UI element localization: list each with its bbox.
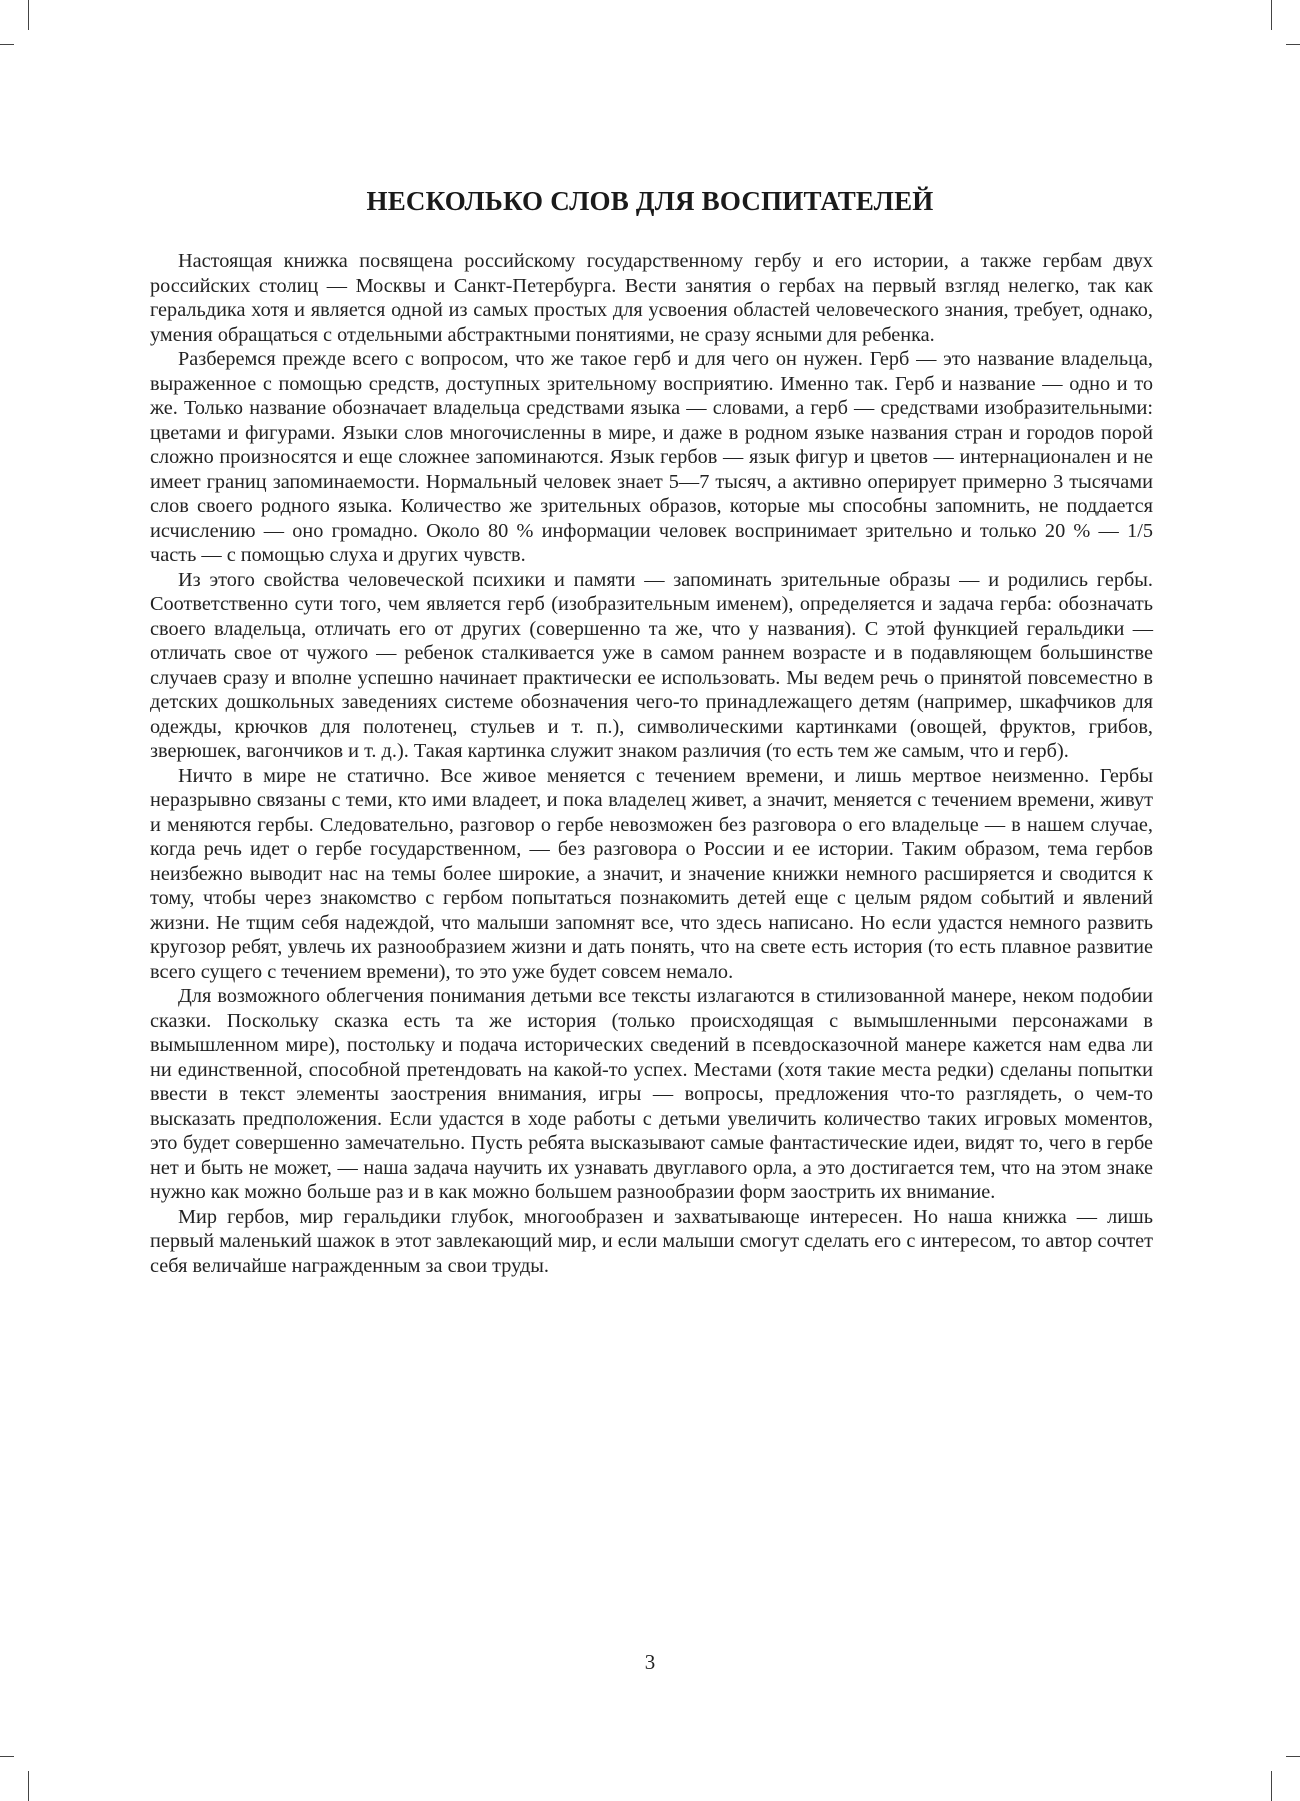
crop-mark-top-right-h <box>1286 44 1300 45</box>
paragraph: Настоящая книжка посвящена российскому государственному гербу и его истории, а также гербам двух российских столиц — Москвы и Санкт-Петербурга. Вести занятия о гербах на первый взгляд нелегко, так как геральдика хотя и является одной из самых простых для усвоения областей человеческого знания, требует, однако, умения обращаться с отдельными абстрактными понятиями, не сразу ясными для ребенка. <box>150 250 1153 346</box>
paragraph: Мир гербов, мир геральдики глубок, многообразен и захватывающе интересен. Но наша книжка — лишь первый маленький шажок в этот завлекающий мир, и если малыши смогут сделать его с интересом, то автор сочтет себя величайше награжденным за свои труды. <box>150 1205 1153 1277</box>
body-text <box>150 249 1153 1278</box>
crop-mark-bottom-left-v <box>28 1771 29 1801</box>
crop-mark-top-right-v <box>1271 0 1272 30</box>
paragraph: Разберемся прежде всего с вопросом, что же такое герб и для чего он нужен. Герб — это название владельца, выраженное с помощью средств, доступных зрительному восприятию. Именно так. Герб и название — одно и то же. Только название обозначает владельца средствами языка — словами, а герб — средствами изобразительными: цветами и фигурами. Языки слов многочисленны в мире, и даже в родном языке названия стран и городов порой сложно произносятся и еще сложнее запоминаются. Язык гербов — язык фигур и цветов — интернационален и не имеет границ запоминаемости. Нормальный человек знает 5—7 тысяч, а активно оперирует примерно 3 тысячами слов своего родного языка. Количество же зрительных образов, которые мы способны запомнить, не поддается исчислению — оно громадно. Около 80 % информации человек воспринимает зрительно и только 20 % — 1/5 часть — с помощью слуха и других чувств. <box>150 348 1153 566</box>
page-number: 3 <box>644 1650 656 1674</box>
page-title: НЕСКОЛЬКО СЛОВ ДЛЯ ВОСПИТАТЕЛЕЙ <box>366 186 934 217</box>
crop-mark-top-left-v <box>28 0 29 30</box>
paragraph: Ничто в мире не статично. Все живое меняется с течением времени, и лишь мертвое неизменно. Гербы неразрывно связаны с теми, кто ими владеет, и пока владелец живет, а значит, меняется с течением времени, живут и меняются гербы. Следовательно, разговор о гербе невозможен без разговора о его владельце — в нашем случае, когда речь идет о гербе государственном, — без разговора о России и ее истории. Таким образом, тема гербов неизбежно выводит нас на темы более широкие, а значит, и значение книжки немного расширяется и сводится к тому, чтобы через знакомство с гербом попытаться познакомить детей еще с целым рядом событий и явлений жизни. Не тщим себя надеждой, что малыши запомнят все, что здесь написано. Но если удастся немного развить кругозор ребят, увлечь их разнообразием жизни и дать понять, что на свете есть история (то есть плавное развитие всего сущего с течением времени), то это уже будет совсем немало. <box>150 764 1153 983</box>
crop-mark-top-left-h <box>0 44 14 45</box>
paragraph: Для возможного облегчения понимания детьми все тексты излагаются в стилизованной манере, неком подобии сказки. Поскольку сказка есть та же история (только происходящая с вымышленными персонажами в вымышленном мире), постольку и подача исторических сведений в псевдосказочной манере кажется нам едва ли ни единственной, способной претендовать на какой-то успех. Местами (хотя такие места редки) сделаны попытки ввести в текст элементы заострения внимания, игры — вопросы, предложения что-то разглядеть, о чем-то высказать предположения. Если удастся в ходе работы с детьми увеличить количество таких игровых моментов, это будет совершенно замечательно. Пусть ребята высказывают самые фантастические идеи, видят то, чего в гербе нет и быть не может, — наша задача научить их узнавать двуглавого орла, а это достигается тем, что на этом знаке нужно как можно больше раз и в как можно большем разнообразии форм заострить их внимание. <box>150 985 1153 1203</box>
crop-mark-bottom-right-h <box>1286 1756 1300 1757</box>
crop-mark-bottom-right-v <box>1271 1771 1272 1801</box>
paragraph: Из этого свойства человеческой психики и памяти — запоминать зрительные образы — и родились гербы. Соответственно сути того, чем является герб (изобразительным именем), определяется и задача герба: обозначать своего владельца, отличать его от других (совершенно та же, что у названия). С этой функцией геральдики — отличать свое от чужого — ребенок сталкивается уже в самом раннем возрасте и в подавляющем большинстве случаев сразу и вполне успешно начинает практически ее использовать. Мы ведем речь о принятой повсеместно в детских дошкольных заведениях системе обозначения чего-то принадлежащего детям (например, шкафчиков для одежды, крючков для полотенец, стульев и т. п.), символическими картинками (овощей, фруктов, грибов, зверюшек, вагончиков и т. д.). Такая картинка служит знаком различия (то есть тем же самым, что и герб). <box>150 568 1153 762</box>
crop-mark-bottom-left-h <box>0 1756 14 1757</box>
